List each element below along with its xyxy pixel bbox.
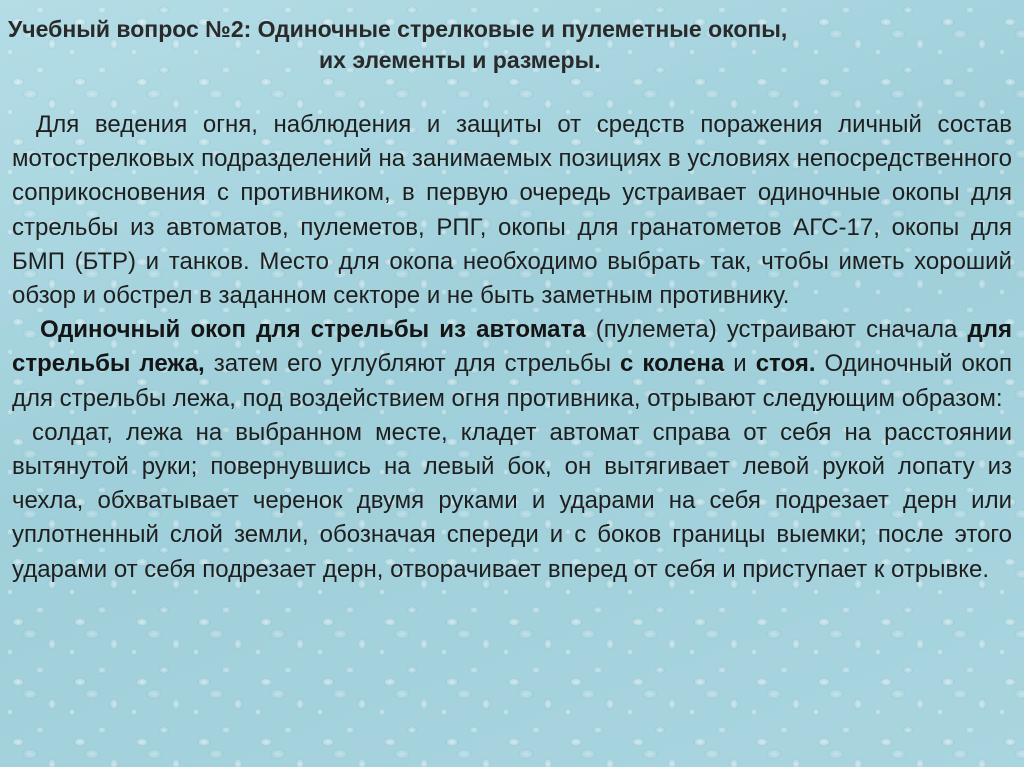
bold-term-lying: для стрельбы лежа, xyxy=(12,316,1013,378)
title-line-2: их элементы и размеры. xyxy=(319,47,601,73)
paragraph-procedure: солдат, лежа на выбранном месте, кладет автомат справа от себя на расстоянии вытянутой руки; повернувшись на левый бок, он вытягивает левой рукой лопату из чехла, обхватывает черенок двумя руками и ударами на себя подрезает дерн или уплотненный слой земли, обозначая спереди и с боков границы выемки; после этого ударами от себя подрезает дерн, отворачивает вперед от себя и приступает к отрывке. xyxy=(12,418,1012,583)
bold-term-single-trench: Одиночный окоп для стрельбы из автомата xyxy=(40,316,586,344)
slide-body xyxy=(12,108,1012,587)
bold-term-standing: стоя. xyxy=(755,350,816,378)
text-fragment-3: и xyxy=(724,350,756,378)
title-line-1: Учебный вопрос №2: Одиночные стрелковые и пулеметные окопы, xyxy=(8,16,788,42)
paragraph-single-trench xyxy=(12,313,1012,416)
bold-term-kneeling: с колена xyxy=(620,350,725,378)
slide-title xyxy=(8,14,1008,76)
paragraph-intro: Для ведения огня, наблюдения и защиты от средств поражения личный состав мотострелковых подразделений на занимаемых позициях в условиях непосредственного соприкосновения с противником, в первую очередь устраивает одиночные окопы для стрельбы из автоматов, пулеметов, РПГ, окопы для гранатометов АГС-17, окопы для БМП (БТР) и танков. Место для окопа необходимо выбрать так, чтобы иметь хороший обзор и обстрел в заданном секторе и не быть заметным противнику. xyxy=(12,111,1012,310)
text-fragment-2: затем его углубляют для стрельбы xyxy=(204,350,621,378)
text-fragment-1: (пулемета) устраивают сначала xyxy=(585,316,968,344)
text-fragment-4: Одиночный окоп для стрельбы лежа, под воздействием огня противника, отрывают следующим образом: xyxy=(12,350,1012,412)
